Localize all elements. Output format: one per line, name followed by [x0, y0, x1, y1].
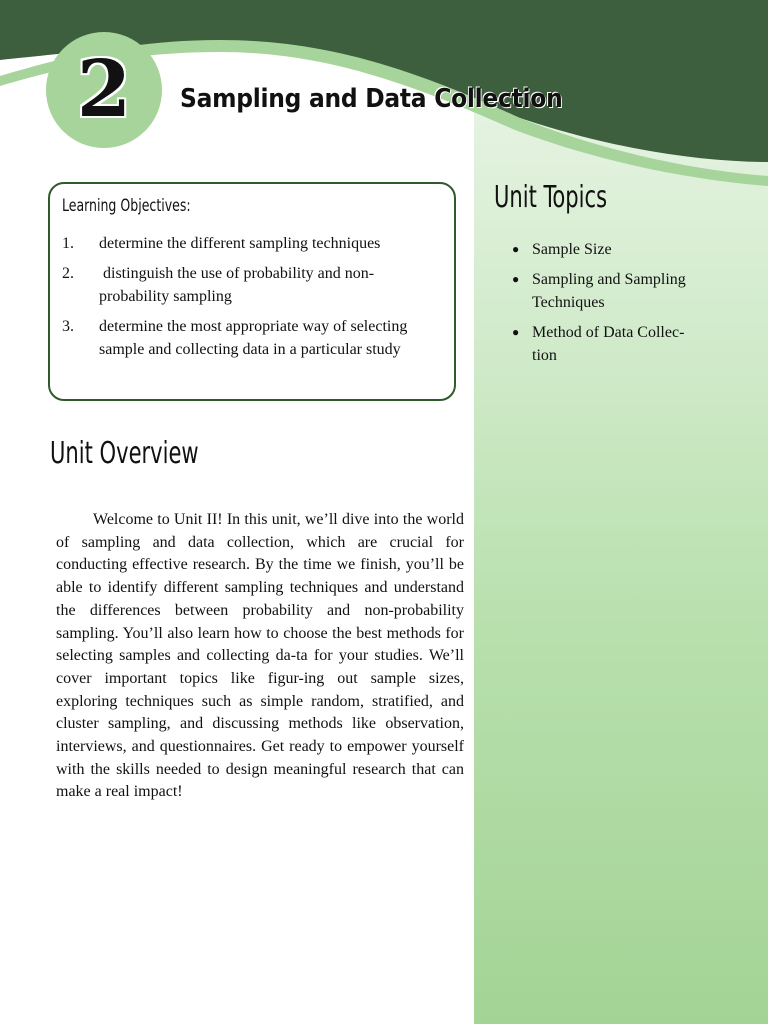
objective-text: distinguish the use of probability and non-probability sampling: [99, 265, 375, 305]
bullet-icon: ●: [512, 325, 520, 339]
topic-item: [512, 238, 702, 261]
learning-objectives-heading: Learning Objectives:: [62, 196, 191, 216]
topic-text: Method of Data Collec-tion: [532, 324, 685, 364]
objective-text: determine the different sampling techniques: [99, 235, 381, 252]
bullet-icon: ●: [512, 272, 520, 286]
objective-number: 2.: [62, 265, 74, 282]
topic-item: [512, 268, 702, 314]
objective-text: determine the most appropriate way of selecting sample and collecting data in a particular study: [99, 318, 408, 358]
objective-item: [62, 232, 442, 255]
unit-overview-paragraph: Welcome to Unit II! In this unit, we’ll dive into the world of sampling and data collection, which are crucial for conducting effective research. By the time we finish, you’ll be able to identify different sampling techniques and understand the differences between probability and non-probability sampling. You’ll also learn how to choose the best methods for selecting samples and collecting da-ta for your studies. We’ll cover important topics like figur-ing out sample sizes, exploring techniques such as simple random, stratified, and cluster sampling, and discussing methods like observation, interviews, and questionnaires. Get ready to empower yourself with the skills needed to design meaningful research that can make a real impact!: [56, 511, 464, 801]
objective-number: 1.: [62, 235, 74, 252]
learning-objectives-box: [48, 182, 456, 401]
unit-topics-list: [512, 238, 702, 374]
unit-overview-heading: Unit Overview: [50, 436, 199, 471]
bullet-icon: ●: [512, 242, 520, 256]
topic-text: Sampling and Sampling Techniques: [532, 271, 686, 311]
chapter-number: 2: [76, 43, 132, 135]
objective-number: 3.: [62, 318, 74, 335]
page-title: Sampling and Data Collection: [180, 84, 563, 114]
objective-item: [62, 315, 442, 361]
topic-text: Sample Size: [532, 241, 612, 258]
unit-topics-heading: Unit Topics: [494, 180, 608, 215]
learning-objectives-list: [62, 232, 442, 368]
topic-item: [512, 321, 702, 367]
objective-item: [62, 262, 442, 308]
